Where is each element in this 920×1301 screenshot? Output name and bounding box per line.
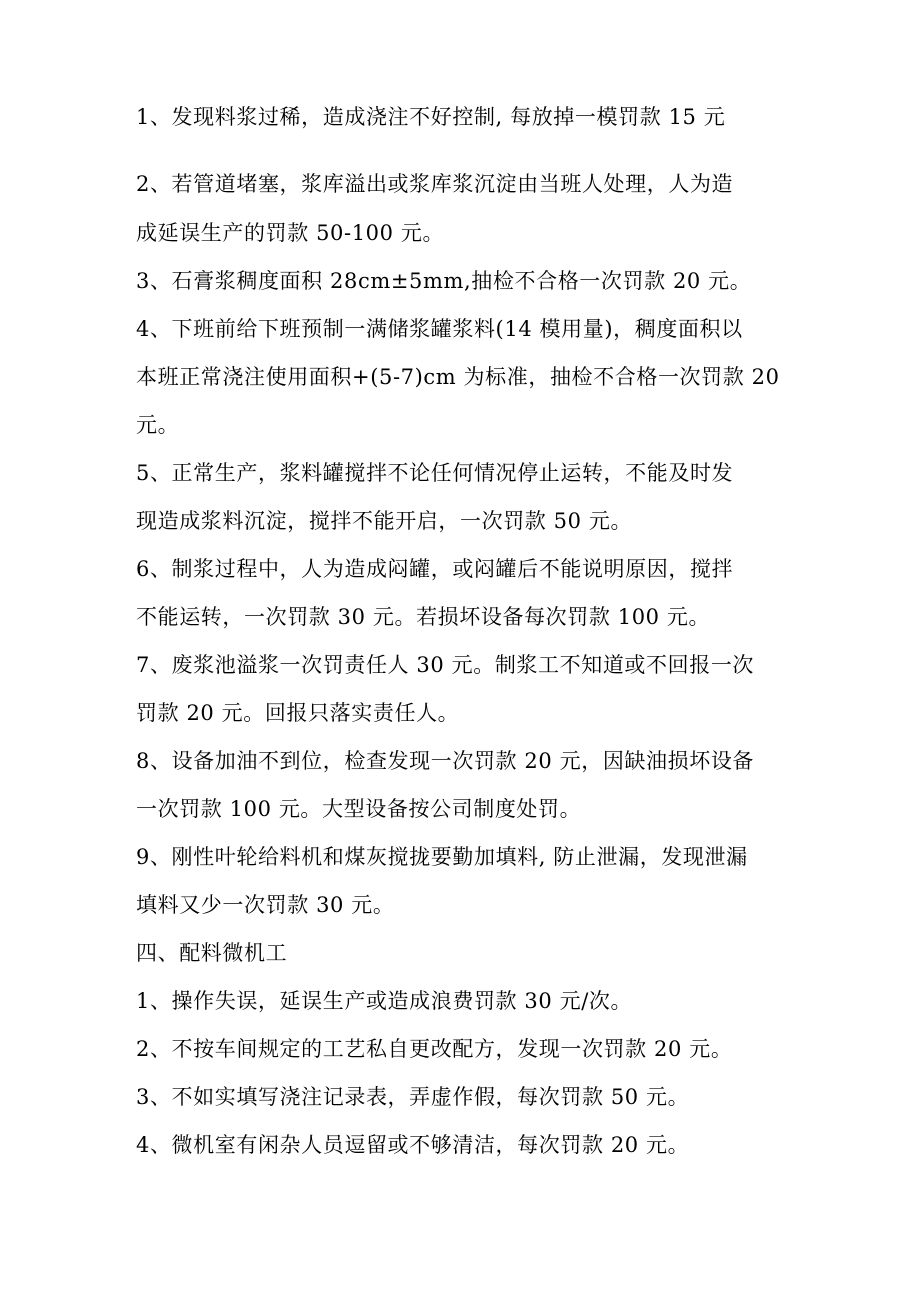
rule-2-line-1: 2、若管道堵塞，浆库溢出或浆库浆沉淀由当班人处理，人为造 xyxy=(136,172,734,196)
rule-4-line-3: 元。 xyxy=(136,413,180,437)
rule-1-line: 1、发现料浆过稀，造成浇注不好控制, 每放掉一模罚款 15 元 xyxy=(136,105,726,129)
section-rule-2: 2、不按车间规定的工艺私自更改配方，发现一次罚款 20 元。 xyxy=(136,1037,733,1061)
rule-8-line-1: 8、设备加油不到位，检查发现一次罚款 20 元，因缺油损坏设备 xyxy=(136,749,755,773)
rule-4-line-1: 4、下班前给下班预制一满储浆罐浆料(14 模用量)，稠度面积以 xyxy=(136,317,743,341)
rule-7-line-1: 7、废浆池溢浆一次罚责任人 30 元。制浆工不知道或不回报一次 xyxy=(136,653,755,677)
rule-9-line-2: 填料又少一次罚款 30 元。 xyxy=(136,893,395,917)
rule-6-line-1: 6、制浆过程中，人为造成闷罐，或闷罐后不能说明原因，搅拌 xyxy=(136,557,734,581)
rule-5-line-1: 5、正常生产，浆料罐搅拌不论任何情况停止运转，不能及时发 xyxy=(136,461,734,485)
rule-3-line: 3、石膏浆稠度面积 28cm±5mm,抽检不合格一次罚款 20 元。 xyxy=(136,269,752,293)
rule-7-line-2: 罚款 20 元。回报只落实责任人。 xyxy=(136,701,460,725)
rule-2-line-2: 成延误生产的罚款 50-100 元。 xyxy=(136,221,445,245)
rule-6-line-2: 不能运转，一次罚款 30 元。若损坏设备每次罚款 100 元。 xyxy=(136,605,711,629)
rule-5-line-2: 现造成浆料沉淀，搅拌不能开启，一次罚款 50 元。 xyxy=(136,509,633,533)
section-rule-4: 4、微机室有闲杂人员逗留或不够清洁，每次罚款 20 元。 xyxy=(136,1133,690,1157)
rule-8-line-2: 一次罚款 100 元。大型设备按公司制度处罚。 xyxy=(136,797,582,821)
section-heading: 四、配料微机工 xyxy=(136,941,288,965)
rule-4-line-2: 本班正常浇注使用面积+(5-7)cm 为标准，抽检不合格一次罚款 20 xyxy=(136,365,780,389)
rule-9-line-1: 9、刚性叶轮给料机和煤灰搅拢要勤加填料, 防止泄漏，发现泄漏 xyxy=(136,845,748,869)
section-rule-1: 1、操作失误，延误生产或造成浪费罚款 30 元/次。 xyxy=(136,989,633,1013)
section-rule-3: 3、不如实填写浇注记录表，弄虚作假，每次罚款 50 元。 xyxy=(136,1085,690,1109)
